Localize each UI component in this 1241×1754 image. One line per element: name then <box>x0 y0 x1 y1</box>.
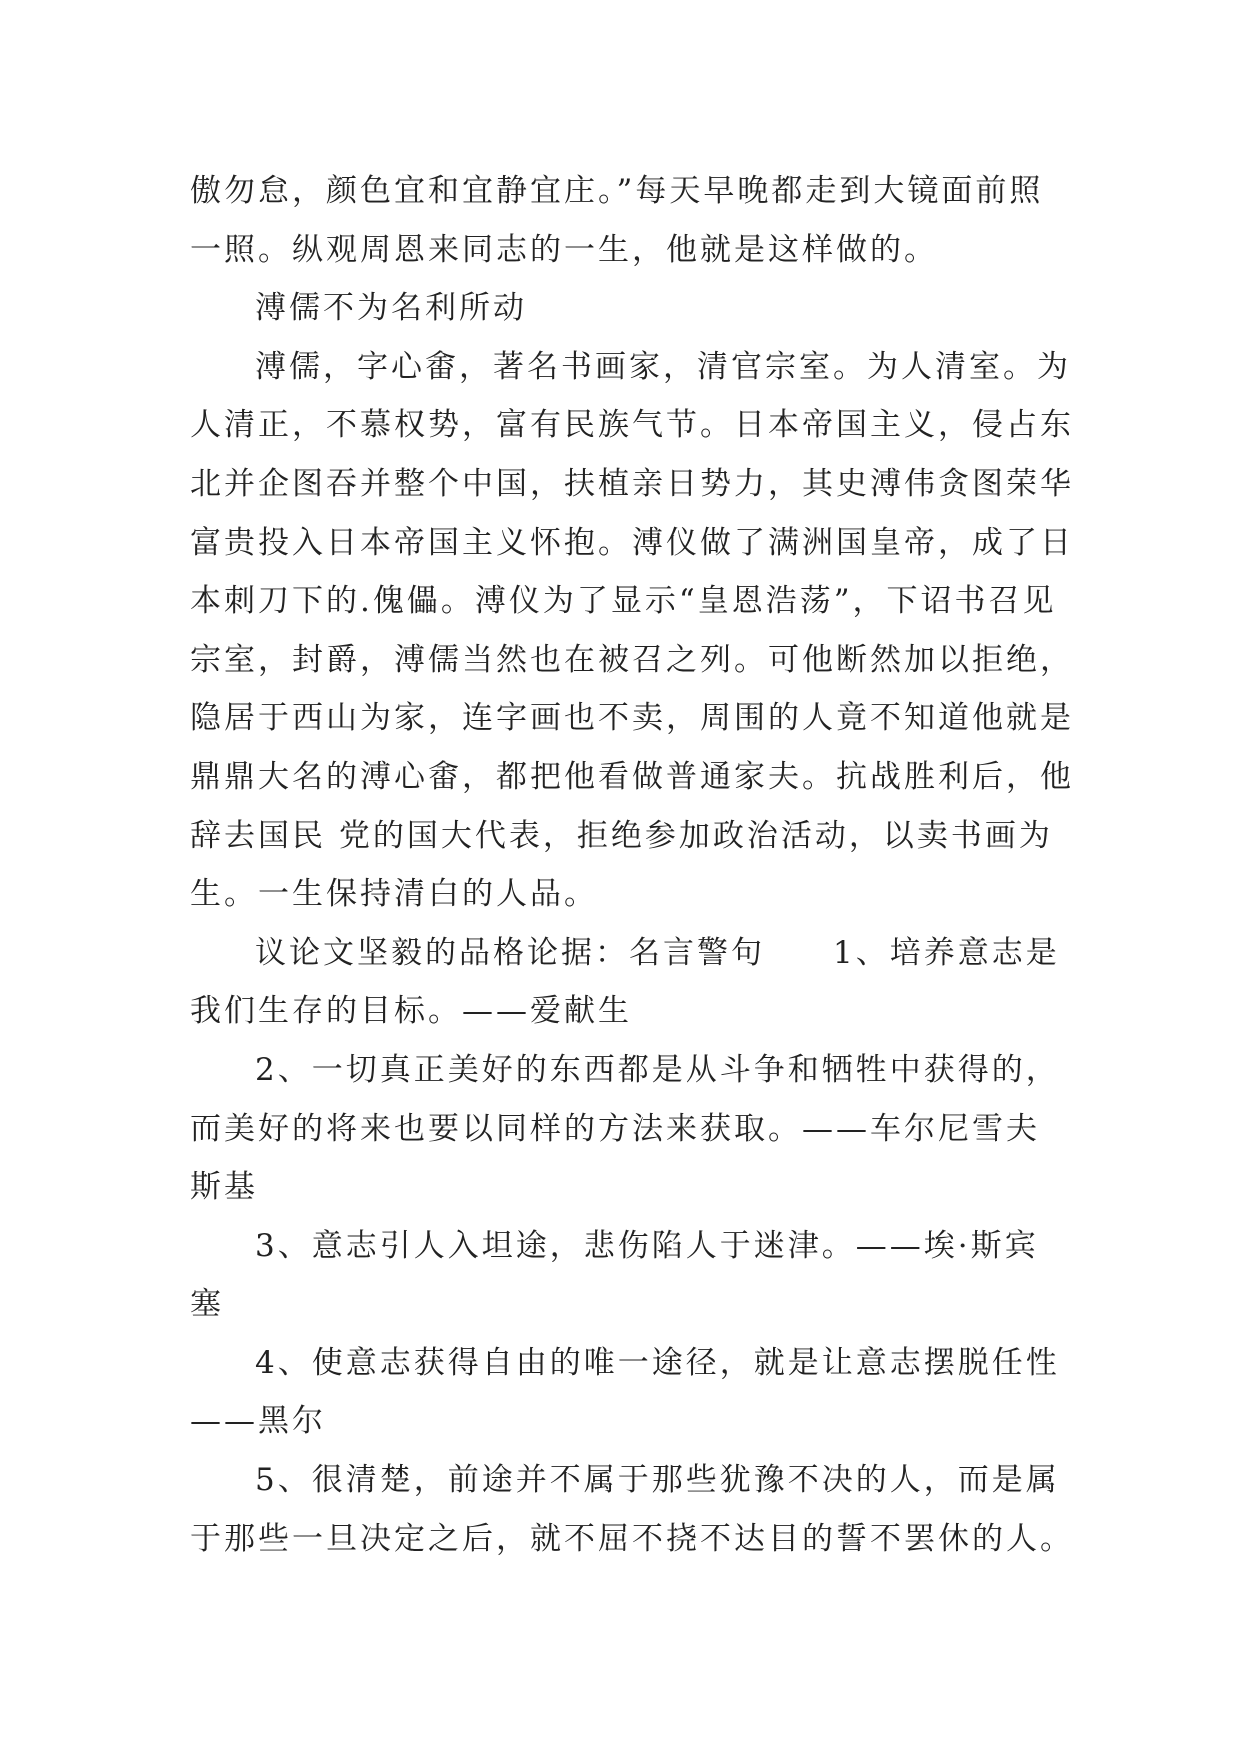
text-line: 北并企图吞并整个中国，扶植亲日势力，其史溥伟贪图荣华 <box>190 465 1074 502</box>
document-body <box>190 162 1074 1568</box>
text-line: 富贵投入日本帝国主义怀抱。溥仪做了满洲国皇帝，成了日 <box>190 524 1074 561</box>
text-line: 5、很清楚，前途并不属于那些犹豫不决的人，而是属 <box>255 1462 1060 1499</box>
text-line: 塞 <box>190 1286 224 1323</box>
text-line: 溥儒，字心畬，著名书画家，清官宗室。为人清室。为 <box>255 348 1071 385</box>
text-line: 3、意志引人入坦途，悲伤陷人于迷津。——埃·斯宾 <box>255 1227 1039 1264</box>
text-line: 人清正，不慕权势，富有民族气节。日本帝国主义，侵占东 <box>190 407 1074 444</box>
text-line: 隐居于西山为家，连字画也不卖，周围的人竟不知道他就是 <box>190 700 1074 737</box>
text-line: 2、一切真正美好的东西都是从斗争和牺牲中获得的， <box>255 1051 1060 1088</box>
text-line: 于那些一旦决定之后，就不屈不挠不达目的誓不罢休的人。 <box>190 1520 1074 1557</box>
text-line: 宗室，封爵，溥儒当然也在被召之列。可他断然加以拒绝， <box>190 641 1074 678</box>
text-line: 本刺刀下的.傀儡。溥仪为了显示“皇恩浩荡”，下诏书召见 <box>190 583 1057 620</box>
text-line: 鼎鼎大名的溥心畬，都把他看做普通家夫。抗战胜利后，他 <box>190 758 1074 795</box>
text-line: 斯基 <box>190 1169 258 1206</box>
text-line: 傲勿怠，颜色宜和宜静宜庄。”每天早晚都走到大镜面前照 <box>190 173 1044 209</box>
text-line: ——黑尔 <box>190 1403 326 1440</box>
text-line: 而美好的将来也要以同样的方法来获取。——车尔尼雪夫 <box>190 1110 1040 1147</box>
text-line: 一照。纵观周恩来同志的一生，他就是这样做的。 <box>190 231 938 268</box>
text-line: 我们生存的目标。——爱献生 <box>190 993 632 1030</box>
text-line: 辞去国民 党的国大代表，拒绝参加政治活动，以卖书画为 <box>190 817 1053 854</box>
section-heading: 溥儒不为名利所动 <box>255 290 527 327</box>
text-line: 生。一生保持清白的人品。 <box>190 876 598 913</box>
text-line: 议论文坚毅的品格论据：名言警句 1、培养意志是 <box>255 934 1060 971</box>
text-line: 4、使意志获得自由的唯一途径，就是让意志摆脱任性 <box>255 1344 1060 1381</box>
